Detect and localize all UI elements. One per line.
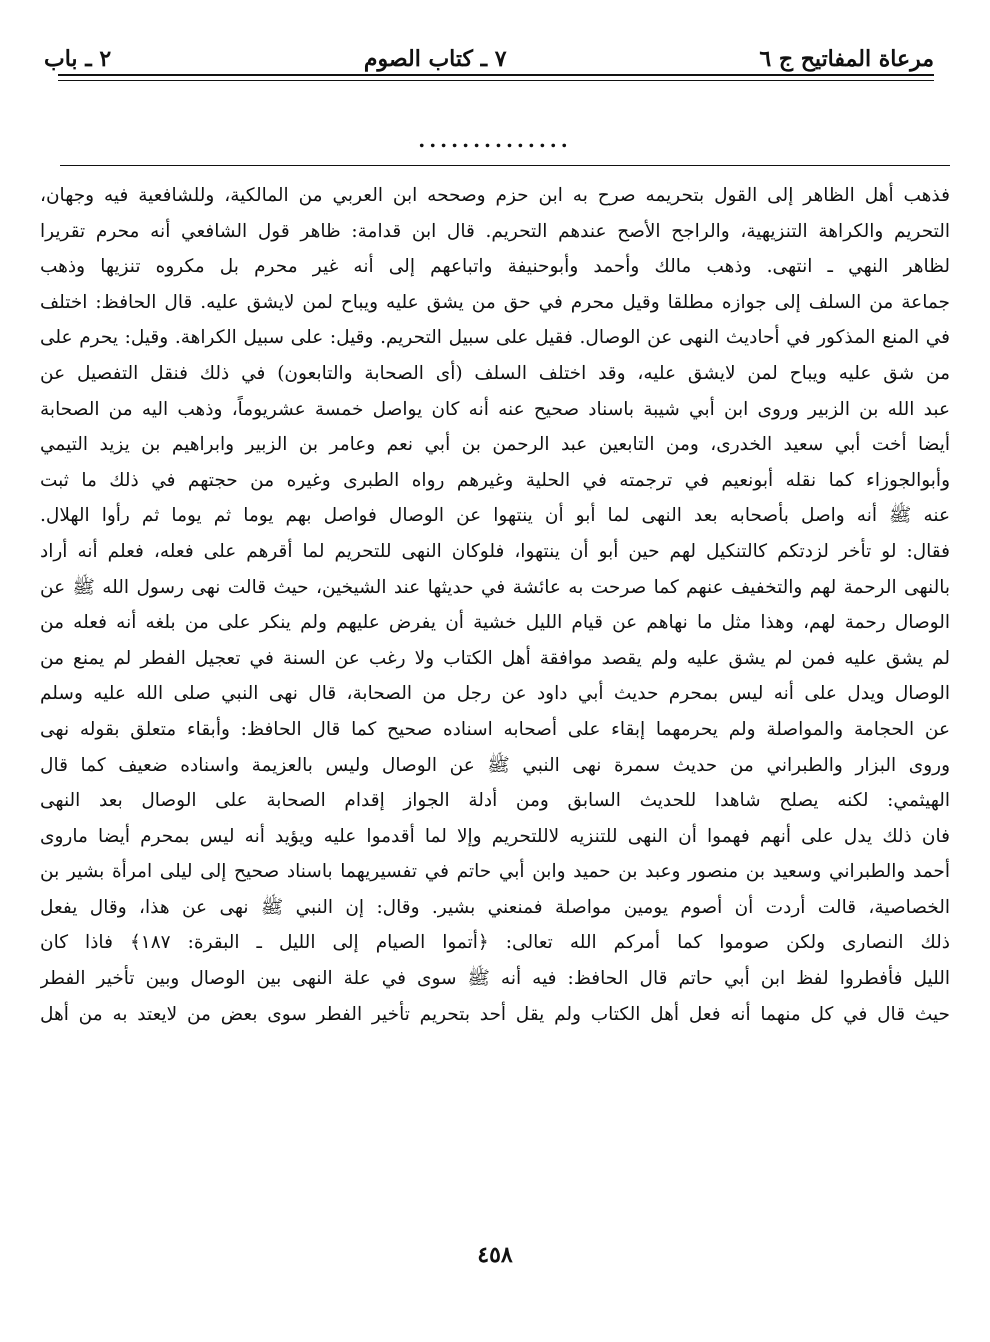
text-line: لم يشق عليه فمن لم يشق عليه ولم يقصد موافقة أهل الكتاب ولا رغب عن السنة في تعجيل الفطر لم يمنع من bbox=[40, 647, 950, 669]
page-number: ٤٥٨ bbox=[477, 1242, 513, 1268]
text-line: في المنع المذكور في أحاديث النهى عن الوصال. فقيل على سبيل التحريم. وقيل: على سبيل الكراهة. وقيل: يحرم على bbox=[40, 327, 950, 349]
text-line: فذهب أهل الظاهر إلى القول بتحريمه صرح به ابن حزم وصححه ابن العربي من المالكية، وللشافعية فيه وجهان، bbox=[40, 185, 950, 206]
text-line: وروى البزار والطبراني من حديث سمرة نهى النبي ﷺ عن الوصال وليس بالعزيمة واسناده ضعيف كما قال bbox=[40, 754, 950, 776]
text-line: جماعة من السلف إلى جوازه مطلقا وقيل محرم في حق من يشق عليه ويباح لمن لايشق عليه. قال الحافظ: اختلف bbox=[40, 291, 950, 313]
text-line: الليل فأفطروا لفظ ابن أبي حاتم قال الحافظ: فيه أنه ﷺ سوى في علة النهى بين الوصال وبين تأخير الفطر bbox=[40, 968, 950, 990]
text-line: حيث قال في كل منهما أنه فعل أهل الكتاب ولم يقل أحد بتحريم تأخير الفطر سوى بعض من لايعتد به من أهل bbox=[40, 1003, 950, 1025]
text-line: عن الحجامة والمواصلة ولم يحرمهما إبقاء على أصحابه اسناده صحيح كما قال الحافظ: وأبقاء متعلق بقوله نهى bbox=[40, 718, 950, 740]
separator-dots: .............. bbox=[418, 128, 572, 152]
text-line: وأبوالجوزاء كما نقله أبونعيم في ترجمته في الحلية وغيرهم رواه الطبرى وغيره من حجتهم في ذلك ما ثبت bbox=[40, 469, 950, 491]
text-line: أيضا أخت أبي سعيد الخدرى، ومن التابعين عبد الرحمن بن أبي نعم وعامر بن الزبير وابراهيم بن يزيد التيمي bbox=[40, 434, 950, 456]
text-line: التحريم والكراهة التنزيهية، والراجح الأصح عندهم التحريم. قال ابن قدامة: ظاهر قول الشافعي أنه محرم تقريرا bbox=[40, 220, 950, 242]
text-line: فان ذلك يدل على أنهم فهموا أن النهى للتنزيه لاللتحريم وإلا لما أقدموا عليه ويؤيد أنه ليس بمحرم أيضا ماروى bbox=[40, 825, 950, 847]
body-text bbox=[40, 178, 950, 1238]
text-line: فقال: لو تأخر لزدتكم كالتنكيل لهم حين أبو أن ينتهوا، فلوكان النهى للتحريم لما أقرهم على فعله، فعلم أنه أراد bbox=[40, 540, 950, 562]
text-rule bbox=[60, 165, 950, 166]
text-line: أحمد والطبراني وسعيد بن منصور وعبد بن حميد وابن أبي حاتم في تفسيريهما باسناد صحيح إلى ليلى امرأة بشير بن bbox=[40, 861, 950, 883]
header-rule-bottom bbox=[58, 80, 934, 81]
text-line: عنه ﷺ أنه واصل بأصحابه بعد النهى لما أبو أن ينتهوا عن الوصال فواصل بهم يوما ثم يوما ثم رأوا الهلال. bbox=[40, 505, 950, 527]
text-line: الوصال رحمة لهم، وهذا مثل ما نهاهم عن قيام الليل خشية أن يفرض عليهم ولم ينكر على من بلغه أنه فعله من bbox=[40, 612, 950, 634]
text-line: الخصاصية، قالت أردت أن أصوم يومين مواصلة فمنعني بشير. وقال: إن النبي ﷺ نهى عن هذا، وقال يفعل bbox=[40, 896, 950, 918]
header-rule-top bbox=[58, 74, 934, 76]
text-line: بالنهى الرحمة لهم والتخفيف عنهم كما صرحت به عائشة في حديثها عند الشيخين، حيث قالت نهى رسول الله ﷺ عن bbox=[40, 576, 950, 598]
header-book-title: مرعاة المفاتيح ج ٦ bbox=[759, 46, 934, 72]
text-line: عبد الله بن الزبير وروى ابن أبي شيبة باسناد صحيح عنه أنه كان يواصل خمسة عشريوماً، وذهب اليه من الصحابة bbox=[40, 398, 950, 420]
text-line: الوصال ويدل على أنه ليس بمحرم حديث أبي داود عن رجل من الصحابة، قال نهى النبي صلى الله عليه وسلم bbox=[40, 683, 950, 705]
text-line: من شق عليه ويباح لمن لايشق عليه، وقد اختلف السلف (أى الصحابة والتابعون) في ذلك فنقل التفصيل عن bbox=[40, 362, 950, 384]
running-header bbox=[44, 26, 934, 70]
text-line: الهيثمي: لكنه يصلح شاهدا للحديث السابق ومن أدلة الجواز إقدام الصحابة على الوصال بعد النهى bbox=[40, 790, 950, 812]
text-line: ذلك النصارى ولكن صوموا كما أمركم الله تعالى: ﴿أتموا الصيام إلى الليل ـ البقرة: ١٨٧﴾ فاذا كان bbox=[40, 932, 950, 954]
text-line: لظاهر النهي ـ انتهى. وذهب مالك وأحمد وأبوحنيفة واتباعهم إلى أنه غير محرم بل مكروه تنزيها وذهب bbox=[40, 256, 950, 278]
header-section: ٢ ـ باب bbox=[44, 46, 112, 72]
header-chapter: ٧ ـ كتاب الصوم bbox=[363, 46, 507, 72]
